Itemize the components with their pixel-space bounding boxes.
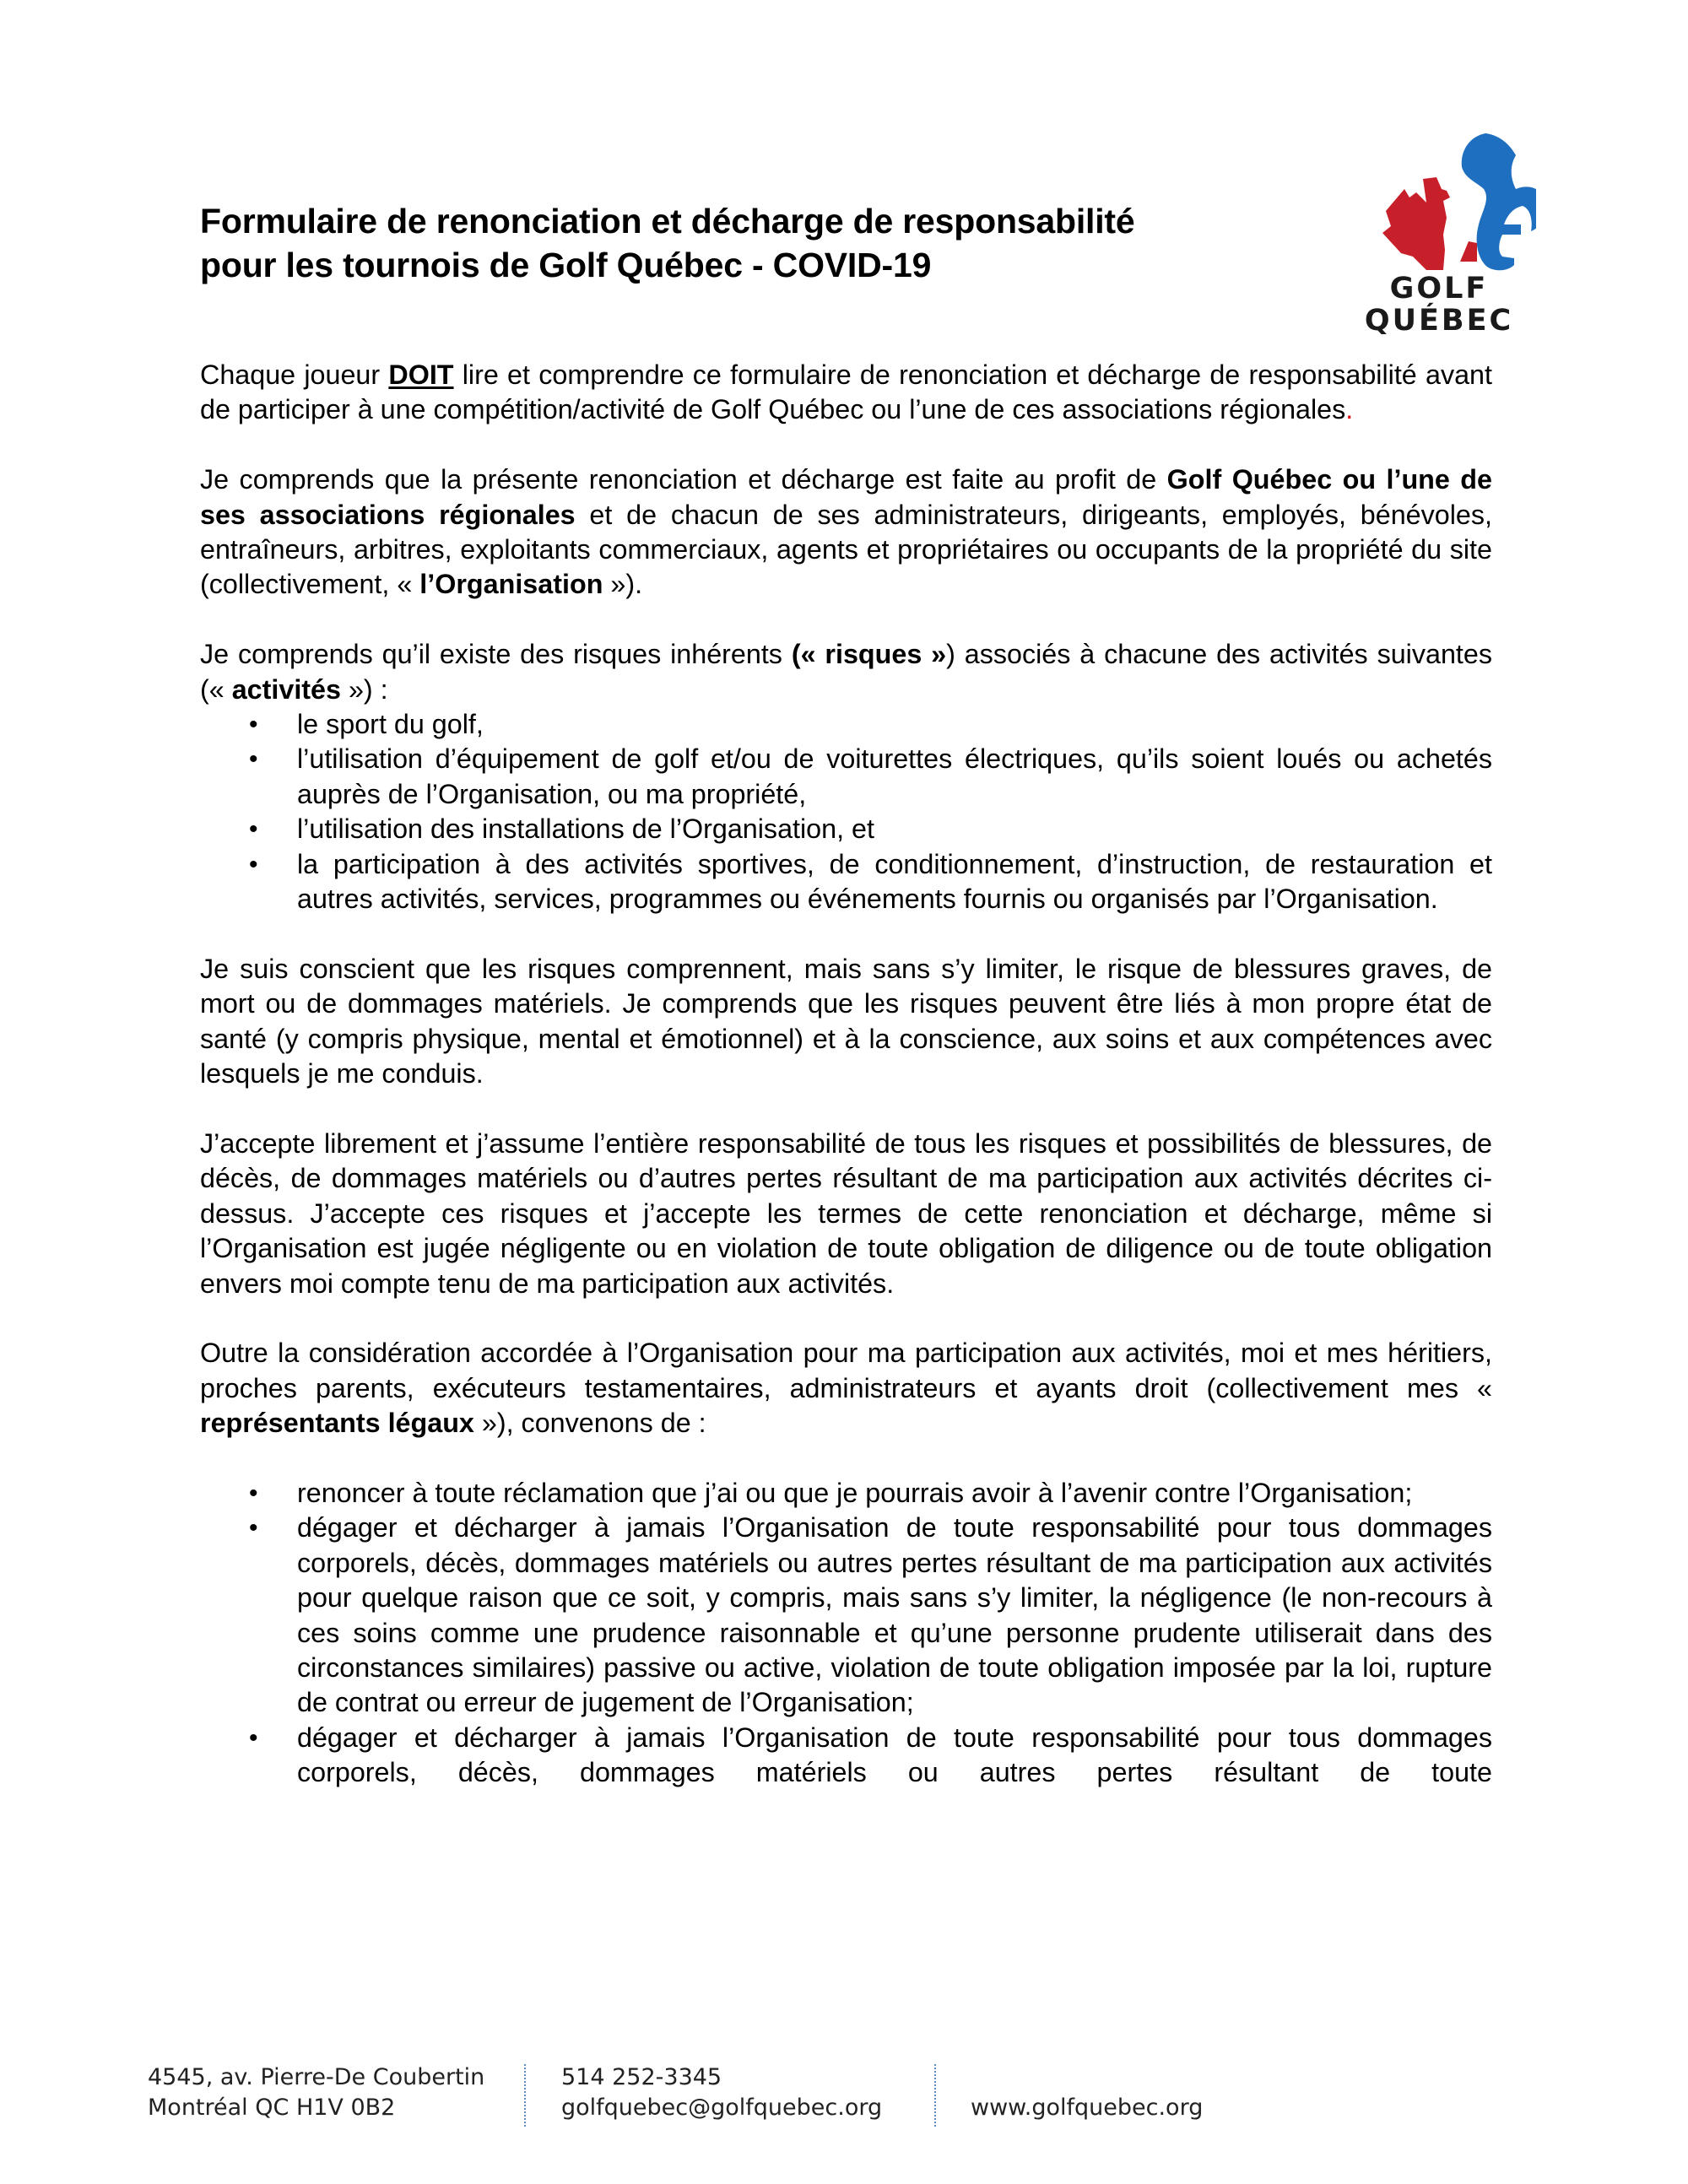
bullet-icon: • bbox=[249, 745, 258, 774]
title-line-1: Formulaire de renonciation et décharge de responsabilité bbox=[200, 202, 1135, 241]
list-item bbox=[200, 1511, 1492, 1720]
bullet-icon: • bbox=[249, 1479, 258, 1507]
footer-website[interactable]: www.golfquebec.org bbox=[971, 2095, 1204, 2121]
bold-activites: activités bbox=[231, 673, 341, 705]
list-item bbox=[200, 1721, 1492, 1791]
text: ) associés à chacune des activités suivantes (« bbox=[200, 639, 1493, 705]
footer-email[interactable]: golfquebec@golfquebec.org bbox=[561, 2095, 883, 2121]
bullet-icon: • bbox=[249, 1723, 258, 1752]
bullet-icon: • bbox=[249, 850, 258, 878]
text: Je comprends qu’il existe des risques inhérents bbox=[200, 639, 792, 670]
footer-separator bbox=[524, 2064, 526, 2127]
list-item-text: l’utilisation d’équipement de golf et/ou de voiturettes électriques, qu’ils soient loués ou achetés auprès de l’Organisation, ou ma propriété, bbox=[297, 743, 1492, 809]
agreements-list bbox=[200, 1476, 1492, 1791]
text: et de chacun de ses administrateurs, dirigeants, employés, bénévoles, entraîneurs, arbitres, exploitants commerciaux, agents et propriétaires ou occupants de la propriété du site (collectivement, « bbox=[200, 499, 1493, 600]
bullet-icon: • bbox=[249, 1514, 258, 1543]
list-item bbox=[200, 812, 1492, 846]
list-item bbox=[200, 847, 1492, 917]
list-item bbox=[200, 742, 1492, 812]
golf-quebec-logo bbox=[1342, 108, 1536, 340]
text: Chaque joueur bbox=[200, 359, 389, 390]
text: lire et comprendre ce formulaire de renonciation et décharge de responsabilité avant de participer à une compétition/activité de Golf Québec ou l’une de ces associations régionales bbox=[200, 359, 1492, 425]
document-title bbox=[200, 199, 1314, 287]
footer-address bbox=[148, 2062, 484, 2123]
text: Je comprends que la présente renonciation et décharge est faite au profit de bbox=[200, 464, 1167, 495]
footer-contact bbox=[561, 2062, 882, 2123]
paragraph-awareness: Je suis conscient que les risques comprennent, mais sans s’y limiter, le risque de blessures graves, de mort ou de dommages matériels. Je comprends que les risques peuvent être liés à mon propre état de santé (y compris physique, mental et émotionnel) et à la conscience, aux soins et aux compétences avec lesquels je me conduis. bbox=[200, 953, 1492, 1089]
list-item-text: le sport du golf, bbox=[297, 709, 484, 740]
activities-list bbox=[200, 707, 1492, 916]
list-item-text: l’utilisation des installations de l’Organisation, et bbox=[297, 814, 874, 845]
paragraph-risks bbox=[200, 637, 1492, 707]
doit-emphasis: DOIT bbox=[388, 359, 454, 390]
list-item bbox=[200, 707, 1492, 742]
text: Outre la considération accordée à l’Organisation pour ma participation aux activités, moi et mes héritiers, proches parents, exécuteurs testamentaires, administrateurs et ayants droit (collectivement mes « bbox=[200, 1338, 1492, 1403]
paragraph-intro bbox=[200, 358, 1492, 428]
page-footer bbox=[148, 2062, 1245, 2130]
text: »), convenons de : bbox=[473, 1408, 706, 1439]
bold-organisation: l’Organisation bbox=[419, 569, 603, 600]
text: »). bbox=[603, 569, 643, 600]
bullet-icon: • bbox=[249, 815, 258, 844]
footer-separator bbox=[934, 2064, 936, 2127]
bold-golf-quebec: Golf Québec ou l’une de ses associations régionales bbox=[200, 464, 1492, 530]
logo-text-golf: GOLF bbox=[1389, 272, 1489, 305]
logo-text-quebec: QUÉBEC bbox=[1364, 304, 1514, 338]
paragraph-acceptance: J’accepte librement et j’assume l’entière responsabilité de tous les risques et possibilités de blessures, de décès, de dommages matériels ou d’autres pertes résultant de ma participation aux activités décrites ci-dessus. J’accepte ces risques et j’accepte les termes de cette renonciation et décharge, même si l’Organisation est jugée négligente ou en violation de toute obligation de diligence ou de toute obligation envers moi compte tenu de ma participation aux activités. bbox=[200, 1127, 1492, 1299]
list-item-text: dégager et décharger à jamais l’Organisation de toute responsabilité pour tous dommages corporels, décès, dommages matériels ou autres pertes résultant de ma participation aux activités pour quelque raison que ce soit, y compris, mais sans s’y limiter, la négligence (le non-recours à ces soins comme une prudence raisonnable et qu’une personne prudente utiliserait dans des circonstances similaires) passive ou active, violation de toute obligation imposée par la loi, rupture de contrat ou erreur de jugement de l’Organisation; bbox=[297, 1512, 1492, 1718]
list-item-text: la participation à des activités sportives, de conditionnement, d’instruction, de restauration et autres activités, services, programmes ou événements fournis ou organisés par l’Organisation. bbox=[297, 848, 1492, 915]
title-line-2: pour les tournois de Golf Québec - COVID-19 bbox=[200, 246, 932, 284]
list-item bbox=[200, 1476, 1492, 1511]
footer-address-line-1: 4545, av. Pierre-De Coubertin bbox=[148, 2064, 485, 2090]
bold-representants-legaux: représentants légaux bbox=[200, 1408, 474, 1439]
list-item-text: dégager et décharger à jamais l’Organisation de toute responsabilité pour tous dommages corporels, décès, dommages matériels ou autres pertes résultant de toute bbox=[297, 1722, 1492, 1788]
text: ») : bbox=[340, 673, 388, 705]
bullet-icon: • bbox=[249, 711, 258, 739]
list-item-text: renoncer à toute réclamation que j’ai ou que je pourrais avoir à l’avenir contre l’Organisation; bbox=[297, 1477, 1413, 1508]
document-body bbox=[200, 358, 1492, 1825]
footer-phone: 514 252-3345 bbox=[561, 2064, 722, 2090]
paragraph-legal-representatives bbox=[200, 1336, 1492, 1441]
paragraph-beneficiaries bbox=[200, 462, 1492, 603]
red-period: . bbox=[1345, 394, 1354, 425]
footer-address-line-2: Montréal QC H1V 0B2 bbox=[148, 2095, 396, 2121]
golf-quebec-logo-icon bbox=[1342, 108, 1536, 277]
bold-risques: (« risques » bbox=[791, 639, 947, 670]
